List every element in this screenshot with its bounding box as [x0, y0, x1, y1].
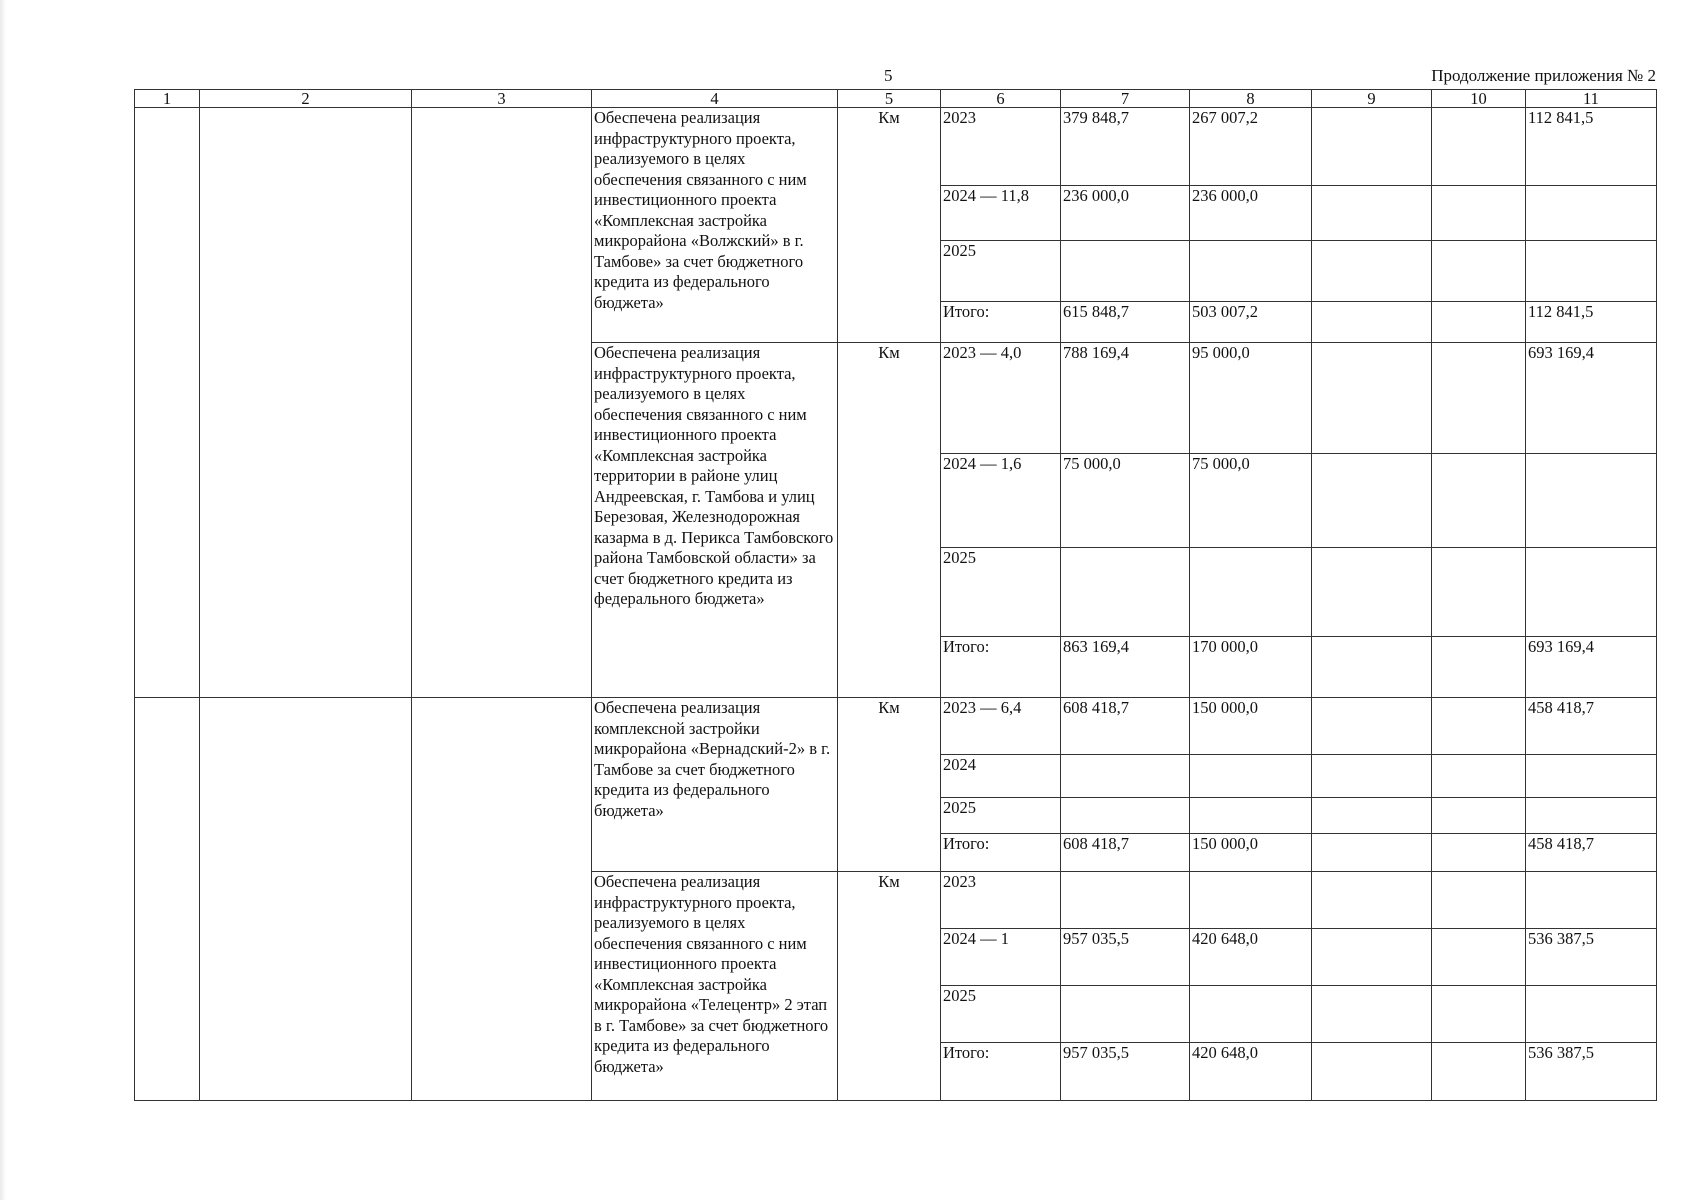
value-federal [1190, 872, 1312, 929]
total-label: Итого: [941, 637, 1061, 698]
value-col9 [1312, 1043, 1432, 1101]
value-col10 [1432, 454, 1526, 548]
value-col10 [1432, 302, 1526, 343]
year-cell: 2025 [941, 548, 1061, 637]
page-number: 5 [884, 66, 893, 85]
value-col10 [1432, 929, 1526, 986]
value-col11: 536 387,5 [1526, 1043, 1657, 1101]
value-total [1061, 798, 1190, 834]
value-col11 [1526, 872, 1657, 929]
value-total: 863 169,4 [1061, 637, 1190, 698]
value-col11 [1526, 548, 1657, 637]
year-cell: 2025 [941, 986, 1061, 1043]
value-col11: 693 169,4 [1526, 343, 1657, 454]
column-header: 10 [1432, 90, 1526, 108]
value-col9 [1312, 986, 1432, 1043]
value-federal: 170 000,0 [1190, 637, 1312, 698]
year-cell: 2024 — 1,6 [941, 454, 1061, 548]
value-federal: 150 000,0 [1190, 698, 1312, 755]
value-col9 [1312, 302, 1432, 343]
value-col11 [1526, 241, 1657, 302]
value-col9 [1312, 872, 1432, 929]
value-col9 [1312, 548, 1432, 637]
value-federal: 420 648,0 [1190, 1043, 1312, 1101]
year-cell: 2023 — 6,4 [941, 698, 1061, 755]
value-col10 [1432, 343, 1526, 454]
value-col10 [1432, 108, 1526, 186]
value-col11: 536 387,5 [1526, 929, 1657, 986]
year-cell: 2023 [941, 872, 1061, 929]
table-row [135, 698, 1657, 755]
value-col10 [1432, 872, 1526, 929]
value-col9 [1312, 755, 1432, 798]
value-total: 379 848,7 [1061, 108, 1190, 186]
value-col11: 693 169,4 [1526, 637, 1657, 698]
value-federal [1190, 548, 1312, 637]
cell-col3 [412, 698, 592, 1101]
value-federal [1190, 798, 1312, 834]
value-federal [1190, 986, 1312, 1043]
value-col10 [1432, 1043, 1526, 1101]
value-federal [1190, 755, 1312, 798]
value-col10 [1432, 798, 1526, 834]
year-cell: 2024 — 11,8 [941, 186, 1061, 241]
value-col9 [1312, 929, 1432, 986]
value-federal: 236 000,0 [1190, 186, 1312, 241]
value-col9 [1312, 343, 1432, 454]
value-total [1061, 986, 1190, 1043]
value-total: 75 000,0 [1061, 454, 1190, 548]
value-col11: 112 841,5 [1526, 302, 1657, 343]
value-col10 [1432, 698, 1526, 755]
value-total: 788 169,4 [1061, 343, 1190, 454]
value-federal: 267 007,2 [1190, 108, 1312, 186]
value-federal [1190, 241, 1312, 302]
value-col9 [1312, 186, 1432, 241]
total-label: Итого: [941, 1043, 1061, 1101]
column-header: 9 [1312, 90, 1432, 108]
unit-cell: Км [838, 108, 941, 343]
value-total: 608 418,7 [1061, 834, 1190, 872]
value-col11 [1526, 986, 1657, 1043]
value-federal: 503 007,2 [1190, 302, 1312, 343]
total-label: Итого: [941, 834, 1061, 872]
value-col9 [1312, 108, 1432, 186]
unit-cell: Км [838, 872, 941, 1101]
cell-col2 [200, 108, 412, 698]
value-col10 [1432, 186, 1526, 241]
value-total [1061, 872, 1190, 929]
year-cell: 2023 [941, 108, 1061, 186]
value-col9 [1312, 798, 1432, 834]
value-col10 [1432, 637, 1526, 698]
value-col10 [1432, 548, 1526, 637]
measure-description: Обеспечена реализация комплексной застройки микрорайона «Вернадский-2» в г. Тамбове за счет бюджетного кредита из федерального бюджета» [592, 698, 838, 872]
value-col9 [1312, 834, 1432, 872]
column-header: 4 [592, 90, 838, 108]
value-federal: 420 648,0 [1190, 929, 1312, 986]
cell-col3 [412, 108, 592, 698]
unit-cell: Км [838, 698, 941, 872]
measure-description: Обеспечена реализация инфраструктурного проекта, реализуемого в целях обеспечения связанного с ним инвестиционного проекта «Комплексная застройка микрорайона «Волжский» в г. Тамбове» за счет бюджетного кредита из федерального бюджета» [592, 108, 838, 343]
value-col10 [1432, 834, 1526, 872]
cell-col1 [135, 108, 200, 698]
column-header: 1 [135, 90, 200, 108]
value-col11 [1526, 454, 1657, 548]
year-cell: 2025 [941, 798, 1061, 834]
value-total [1061, 241, 1190, 302]
value-total: 236 000,0 [1061, 186, 1190, 241]
value-col10 [1432, 986, 1526, 1043]
value-federal: 150 000,0 [1190, 834, 1312, 872]
year-cell: 2024 [941, 755, 1061, 798]
value-col10 [1432, 755, 1526, 798]
value-col9 [1312, 698, 1432, 755]
value-total: 608 418,7 [1061, 698, 1190, 755]
measure-description: Обеспечена реализация инфраструктурного проекта, реализуемого в целях обеспечения связанного с ним инвестиционного проекта «Комплексная застройка территории в районе улиц Андреевская, г. Тамбова и улиц Березовая, Железнодорожная казарма в д. Перикса Тамбовского района Тамбовской области» за счет бюджетного кредита из федерального бюджета» [592, 343, 838, 698]
value-col11 [1526, 186, 1657, 241]
value-col9 [1312, 637, 1432, 698]
continuation-label: Продолжение приложения № 2 [1431, 66, 1656, 85]
value-col11 [1526, 755, 1657, 798]
column-number-row [135, 90, 1657, 108]
column-header: 7 [1061, 90, 1190, 108]
cell-col2 [200, 698, 412, 1101]
value-col11: 458 418,7 [1526, 698, 1657, 755]
value-federal: 75 000,0 [1190, 454, 1312, 548]
value-col10 [1432, 241, 1526, 302]
measure-description: Обеспечена реализация инфраструктурного проекта, реализуемого в целях обеспечения связанного с ним инвестиционного проекта «Комплексная застройка микрорайона «Телецентр» 2 этап в г. Тамбове» за счет бюджетного кредита из федерального бюджета» [592, 872, 838, 1101]
value-total [1061, 548, 1190, 637]
value-col11: 458 418,7 [1526, 834, 1657, 872]
column-header: 11 [1526, 90, 1657, 108]
column-header: 2 [200, 90, 412, 108]
table-row [135, 108, 1657, 186]
value-col9 [1312, 241, 1432, 302]
total-label: Итого: [941, 302, 1061, 343]
column-header: 6 [941, 90, 1061, 108]
value-federal: 95 000,0 [1190, 343, 1312, 454]
value-col11 [1526, 798, 1657, 834]
value-total: 957 035,5 [1061, 1043, 1190, 1101]
scan-edge [0, 0, 6, 1200]
year-cell: 2023 — 4,0 [941, 343, 1061, 454]
column-header: 8 [1190, 90, 1312, 108]
value-col9 [1312, 454, 1432, 548]
year-cell: 2025 [941, 241, 1061, 302]
column-header: 5 [838, 90, 941, 108]
value-total [1061, 755, 1190, 798]
year-cell: 2024 — 1 [941, 929, 1061, 986]
appendix-table [134, 89, 1657, 1101]
value-total: 957 035,5 [1061, 929, 1190, 986]
value-col11: 112 841,5 [1526, 108, 1657, 186]
value-total: 615 848,7 [1061, 302, 1190, 343]
cell-col1 [135, 698, 200, 1101]
unit-cell: Км [838, 343, 941, 698]
column-header: 3 [412, 90, 592, 108]
